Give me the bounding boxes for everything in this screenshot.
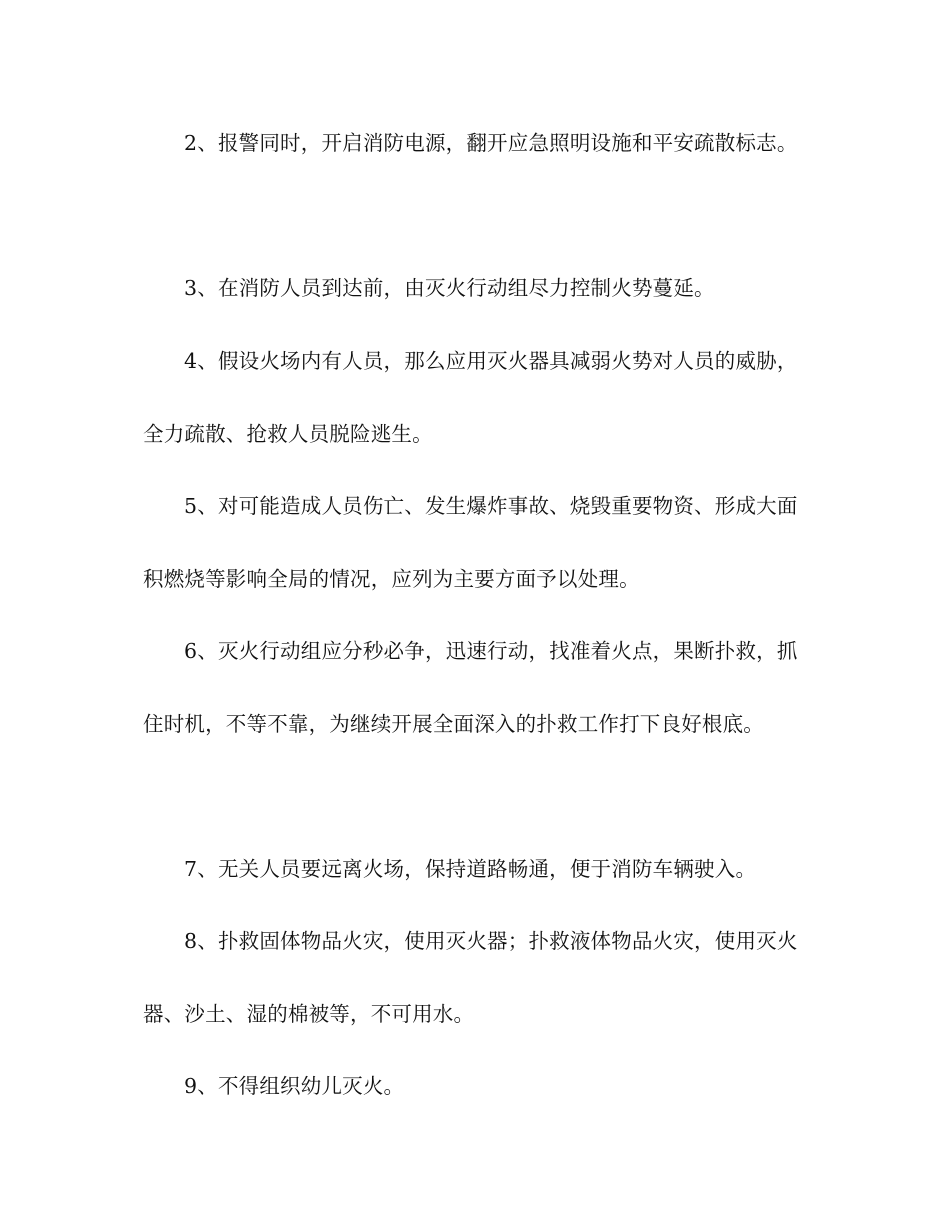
paragraph-7: 7、无关人员要远离火场，保持道路畅通，便于消防车辆驶入。 <box>184 857 757 881</box>
paragraph-6: 6、灭火行动组应分秒必争，迅速行动，找准着火点，果断扑救，抓住时机，不等不靠，为继续开展全面深入的扑救工作打下良好根底。 <box>143 639 798 736</box>
paragraph-3: 3、在消防人员到达前，由灭火行动组尽力控制火势蔓延。 <box>184 276 715 300</box>
paragraph-9: 9、不得组织幼儿灭火。 <box>184 1074 405 1098</box>
paragraph-4: 4、假设火场内有人员，那么应用灭火器具减弱火势对人员的威胁，全力疏散、抢救人员脱险逃生。 <box>143 349 798 446</box>
paragraph-5: 5、对可能造成人员伤亡、发生爆炸事故、烧毁重要物资、形成大面积燃烧等影响全局的情况，应列为主要方面予以处理。 <box>143 494 798 591</box>
paragraph-2: 2、报警同时，开启消防电源，翻开应急照明设施和平安疏散标志。 <box>184 131 798 155</box>
paragraph-8: 8、扑救固体物品火灾，使用灭火器；扑救液体物品火灾，使用灭火器、沙土、湿的棉被等，不可用水。 <box>143 929 798 1026</box>
